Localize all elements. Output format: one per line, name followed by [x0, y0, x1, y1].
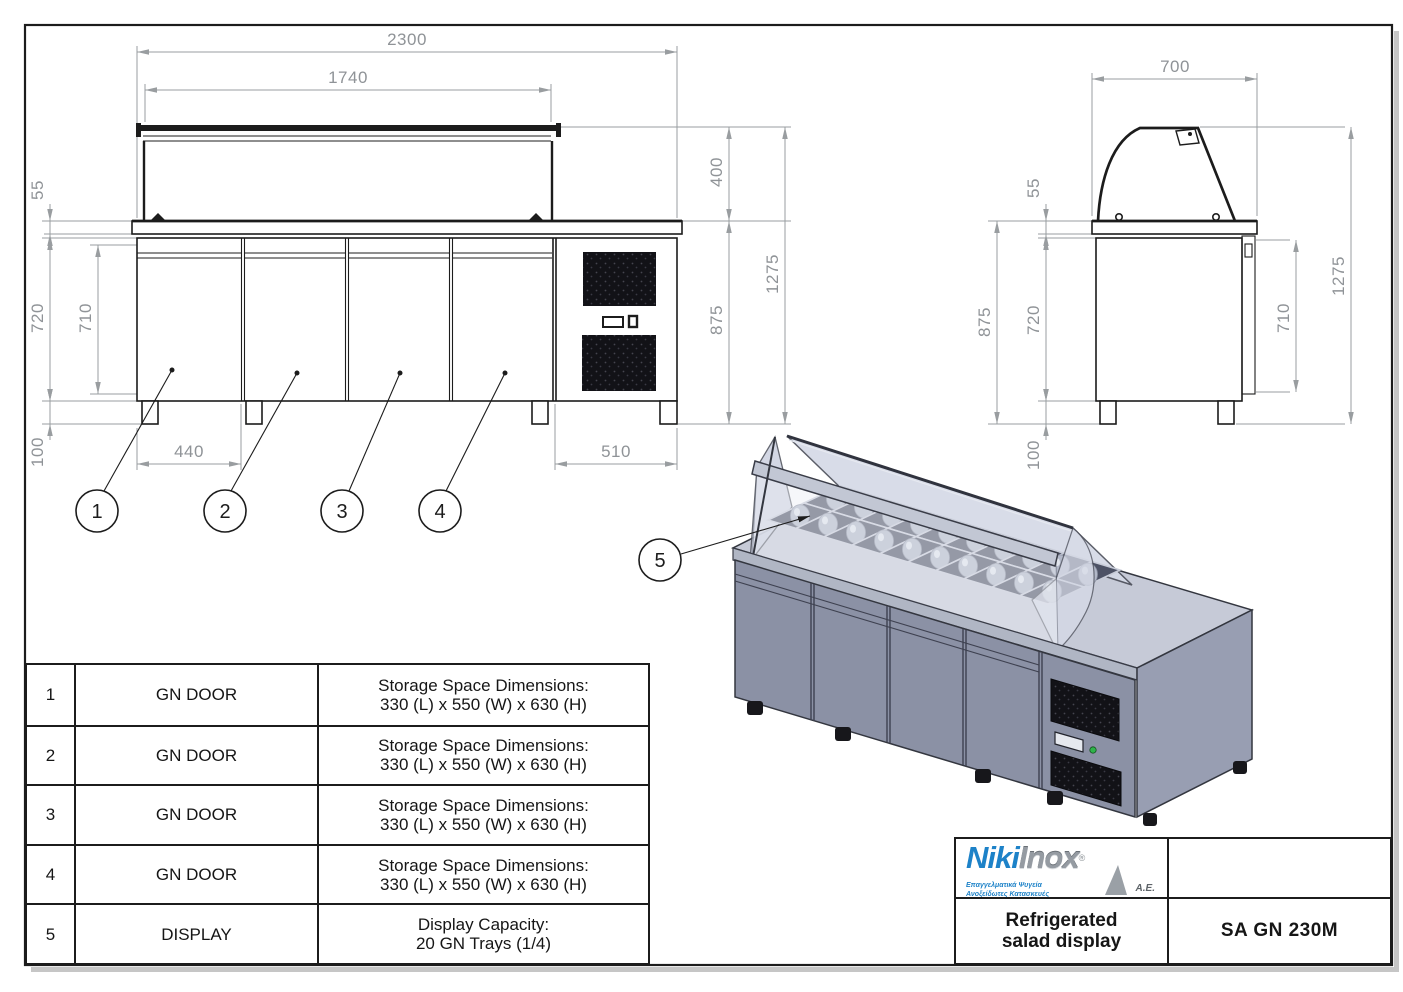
product-name-line2: salad display — [1001, 931, 1122, 952]
title-block-empty-cell — [1167, 839, 1390, 897]
part-desc-line1: Storage Space Dimensions: — [378, 736, 589, 756]
part-name — [74, 846, 317, 904]
front-dim-leg-height: 100 — [28, 437, 47, 467]
part-desc-line1: Storage Space Dimensions: — [378, 675, 589, 695]
table-row — [27, 903, 648, 963]
table-row — [27, 844, 648, 904]
part-number — [27, 665, 74, 725]
front-dim-door-height: 710 — [76, 303, 95, 333]
title-block-model-cell — [1167, 897, 1390, 963]
part-name-text: GN DOOR — [155, 745, 238, 765]
part-name — [74, 905, 317, 963]
front-dim-door-width: 440 — [174, 442, 204, 461]
brand-inox: Inox — [1018, 840, 1079, 875]
part-number-text: 3 — [45, 805, 56, 825]
table-row — [27, 665, 648, 725]
front-counter-slab — [132, 221, 682, 234]
callout-2-label: 2 — [219, 501, 231, 523]
part-desc-line1: Storage Space Dimensions: — [378, 855, 589, 875]
part-number — [27, 846, 74, 904]
front-dim-compressor-width: 510 — [601, 442, 631, 461]
part-desc-line2: 20 GN Trays (1/4) — [415, 934, 552, 954]
front-vent-grille-top — [583, 252, 656, 306]
front-dim-overall-width: 2300 — [387, 30, 427, 49]
callout-3-label: 3 — [336, 501, 348, 523]
registered-mark-icon: ® — [1078, 853, 1086, 863]
part-description — [317, 846, 648, 904]
front-control-switch — [629, 316, 637, 327]
side-dim-base-height: 875 — [975, 307, 994, 337]
part-description — [317, 905, 648, 963]
part-number — [27, 786, 74, 844]
part-name — [74, 786, 317, 844]
iso-led-green — [1090, 747, 1096, 753]
part-description — [317, 727, 648, 785]
front-control-display — [603, 317, 623, 327]
nikiinox-logo — [966, 840, 1161, 898]
part-number-text: 1 — [45, 685, 56, 705]
part-description — [317, 665, 648, 725]
brand-tagline-1: Επαγγελματικά Ψυγεία — [966, 882, 1042, 889]
parts-table — [25, 663, 650, 965]
title-block — [954, 837, 1392, 965]
part-desc-line2: 330 (L) x 550 (W) x 630 (H) — [380, 694, 587, 714]
side-bolt-right — [1213, 214, 1219, 220]
title-block-product-cell — [956, 897, 1167, 963]
table-row — [27, 784, 648, 844]
callout-1-label: 1 — [91, 501, 103, 523]
part-desc-line2: 330 (L) x 550 (W) x 630 (H) — [380, 874, 587, 894]
front-dim-hood-height: 400 — [707, 157, 726, 187]
part-number-text: 2 — [45, 745, 56, 765]
side-dim-depth: 700 — [1160, 57, 1190, 76]
side-dim-slab: 55 — [1024, 178, 1043, 198]
front-dim-display-width: 1740 — [328, 68, 368, 87]
sheet-shadow-right — [1394, 31, 1399, 972]
front-dim-body-height: 720 — [28, 303, 47, 333]
side-dim-body-height: 720 — [1024, 305, 1043, 335]
product-name-line1: Refrigerated — [1005, 910, 1118, 931]
logo-swoosh-icon — [1105, 865, 1127, 895]
callout-4-label: 4 — [434, 501, 446, 523]
part-desc-line1: Display Capacity: — [417, 915, 550, 935]
part-number-text: 5 — [45, 924, 56, 944]
part-name-text: DISPLAY — [161, 924, 232, 944]
part-desc-line2: 330 (L) x 550 (W) x 630 (H) — [380, 755, 587, 775]
brand-tagline-2: Ανοξείδωτες Κατασκευές — [966, 891, 1050, 898]
side-dim-leg-height: 100 — [1024, 440, 1043, 470]
part-name-text: GN DOOR — [155, 685, 238, 705]
side-bolt-left — [1116, 214, 1122, 220]
part-desc-line2: 330 (L) x 550 (W) x 630 (H) — [380, 814, 587, 834]
part-name-text: GN DOOR — [155, 865, 238, 885]
front-dim-total-height: 1275 — [763, 254, 782, 294]
side-light-fixture — [1176, 129, 1199, 145]
side-counter-slab — [1092, 221, 1257, 234]
product-name — [1002, 910, 1121, 952]
model-number: SA GN 230M — [1220, 920, 1339, 941]
title-block-logo-cell — [956, 839, 1167, 897]
side-dim-door-height: 710 — [1274, 303, 1293, 333]
table-row — [27, 725, 648, 785]
part-number-text: 4 — [45, 865, 56, 885]
sheet-shadow-bottom — [31, 967, 1399, 972]
part-number — [27, 727, 74, 785]
brand-ae: Α.Ε. — [1135, 883, 1155, 894]
brand-niki: Niki — [966, 840, 1019, 875]
part-name-text: GN DOOR — [155, 805, 238, 825]
front-vent-grille-bottom — [582, 335, 656, 391]
callout-5-label: 5 — [654, 550, 666, 572]
front-dim-slab: 55 — [28, 180, 47, 200]
part-name — [74, 727, 317, 785]
part-number — [27, 905, 74, 963]
part-name — [74, 665, 317, 725]
front-dim-base-height: 875 — [707, 305, 726, 335]
part-desc-line1: Storage Space Dimensions: — [378, 795, 589, 815]
brand-wordmark — [966, 841, 1161, 881]
part-description — [317, 786, 648, 844]
side-dim-total-height: 1275 — [1329, 256, 1348, 296]
